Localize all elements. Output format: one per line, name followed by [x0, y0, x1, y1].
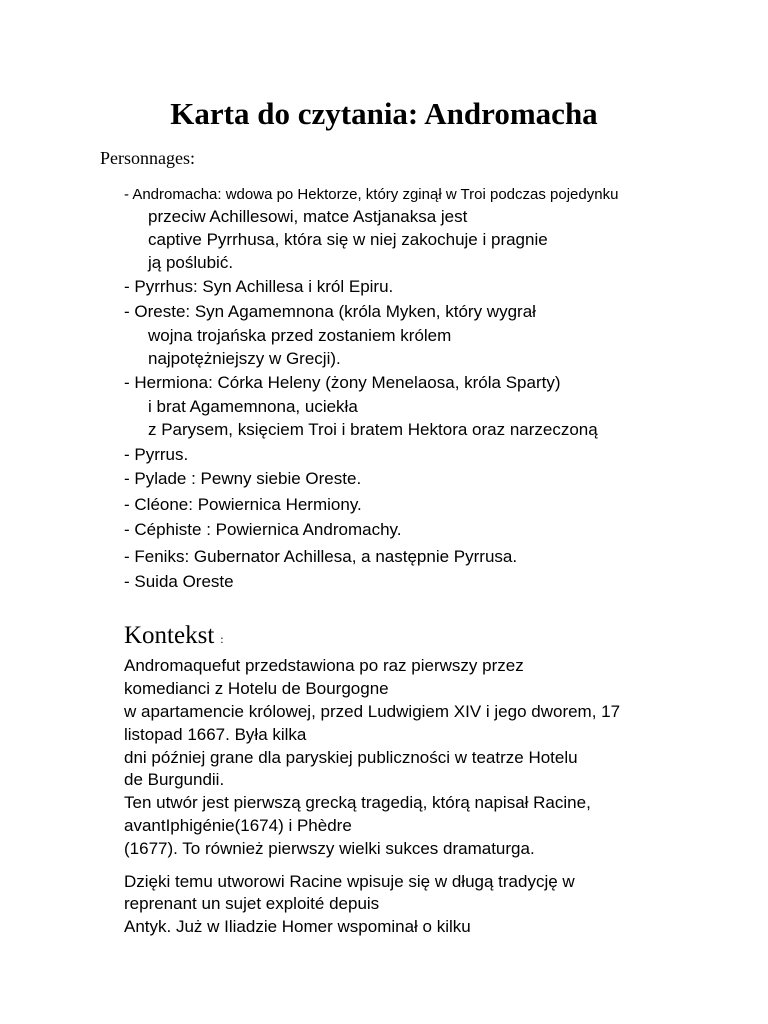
page-title: Karta do czytania: Andromacha — [170, 96, 598, 131]
character-line: - Andromacha: wdowa po Hektorze, który zginął w Troi podczas pojedynku — [124, 186, 619, 203]
personnages-heading: Personnages: — [100, 148, 195, 168]
character-line: najpotężniejszy w Grecji). — [148, 349, 341, 368]
character-line: - Pyrrus. — [124, 445, 189, 464]
paragraph-line: de Burgundii. — [124, 770, 225, 789]
character-line: wojna trojańska przed zostaniem królem — [148, 326, 452, 345]
paragraph-line: (1677). To również pierwszy wielki sukces dramaturga. — [124, 839, 535, 858]
paragraph-line: avantIphigénie(1674) i Phèdre — [124, 816, 352, 835]
kontekst-label: Kontekst — [124, 622, 215, 649]
paragraph-line: reprenant un sujet exploité depuis — [124, 894, 380, 913]
character-line: captive Pyrrhusa, która się w niej zakochuje i pragnie — [148, 230, 548, 249]
character-line: z Parysem, księciem Troi i bratem Hektora oraz narzeczoną — [148, 420, 598, 439]
character-line: i brat Agamemnona, uciekła — [148, 397, 358, 416]
character-line: - Pyrrhus: Syn Achillesa i król Epiru. — [124, 277, 394, 296]
character-line: - Suida Oreste — [124, 572, 234, 591]
paragraph-line: komedianci z Hotelu de Bourgogne — [124, 679, 389, 698]
paragraph-line: listopad 1667. Była kilka — [124, 725, 307, 744]
paragraph-line: Dzięki temu utworowi Racine wpisuje się w długą tradycję w — [124, 872, 575, 891]
paragraph-line: dni później grane dla paryskiej publiczności w teatrze Hotelu — [124, 748, 578, 767]
kontekst-colon: : — [220, 632, 224, 646]
paragraph-line: Ten utwór jest pierwszą grecką tragedią, którą napisał Racine, — [124, 793, 591, 812]
paragraph-line: Antyk. Już w Iliadzie Homer wspominał o kilku — [124, 917, 471, 936]
character-line: ją poślubić. — [148, 253, 234, 272]
character-line: - Pylade : Pewny siebie Oreste. — [124, 469, 362, 488]
character-line: - Céphiste : Powiernica Andromachy. — [124, 520, 402, 539]
paragraph-line: Andromaquefut przedstawiona po raz pierwszy przez — [124, 656, 524, 675]
kontekst-heading — [124, 622, 224, 650]
character-line: - Feniks: Gubernator Achillesa, a następnie Pyrrusa. — [124, 547, 518, 566]
character-line: - Cléone: Powiernica Hermiony. — [124, 495, 362, 514]
paragraph-line: w apartamencie królowej, przed Ludwigiem XIV i jego dworem, 17 — [124, 702, 621, 721]
character-line: przeciw Achillesowi, matce Astjanaksa jest — [148, 207, 468, 226]
character-line: - Oreste: Syn Agamemnona (króla Myken, który wygrał — [124, 302, 536, 321]
character-line: - Hermiona: Córka Heleny (żony Menelaosa, króla Sparty) — [124, 373, 561, 392]
